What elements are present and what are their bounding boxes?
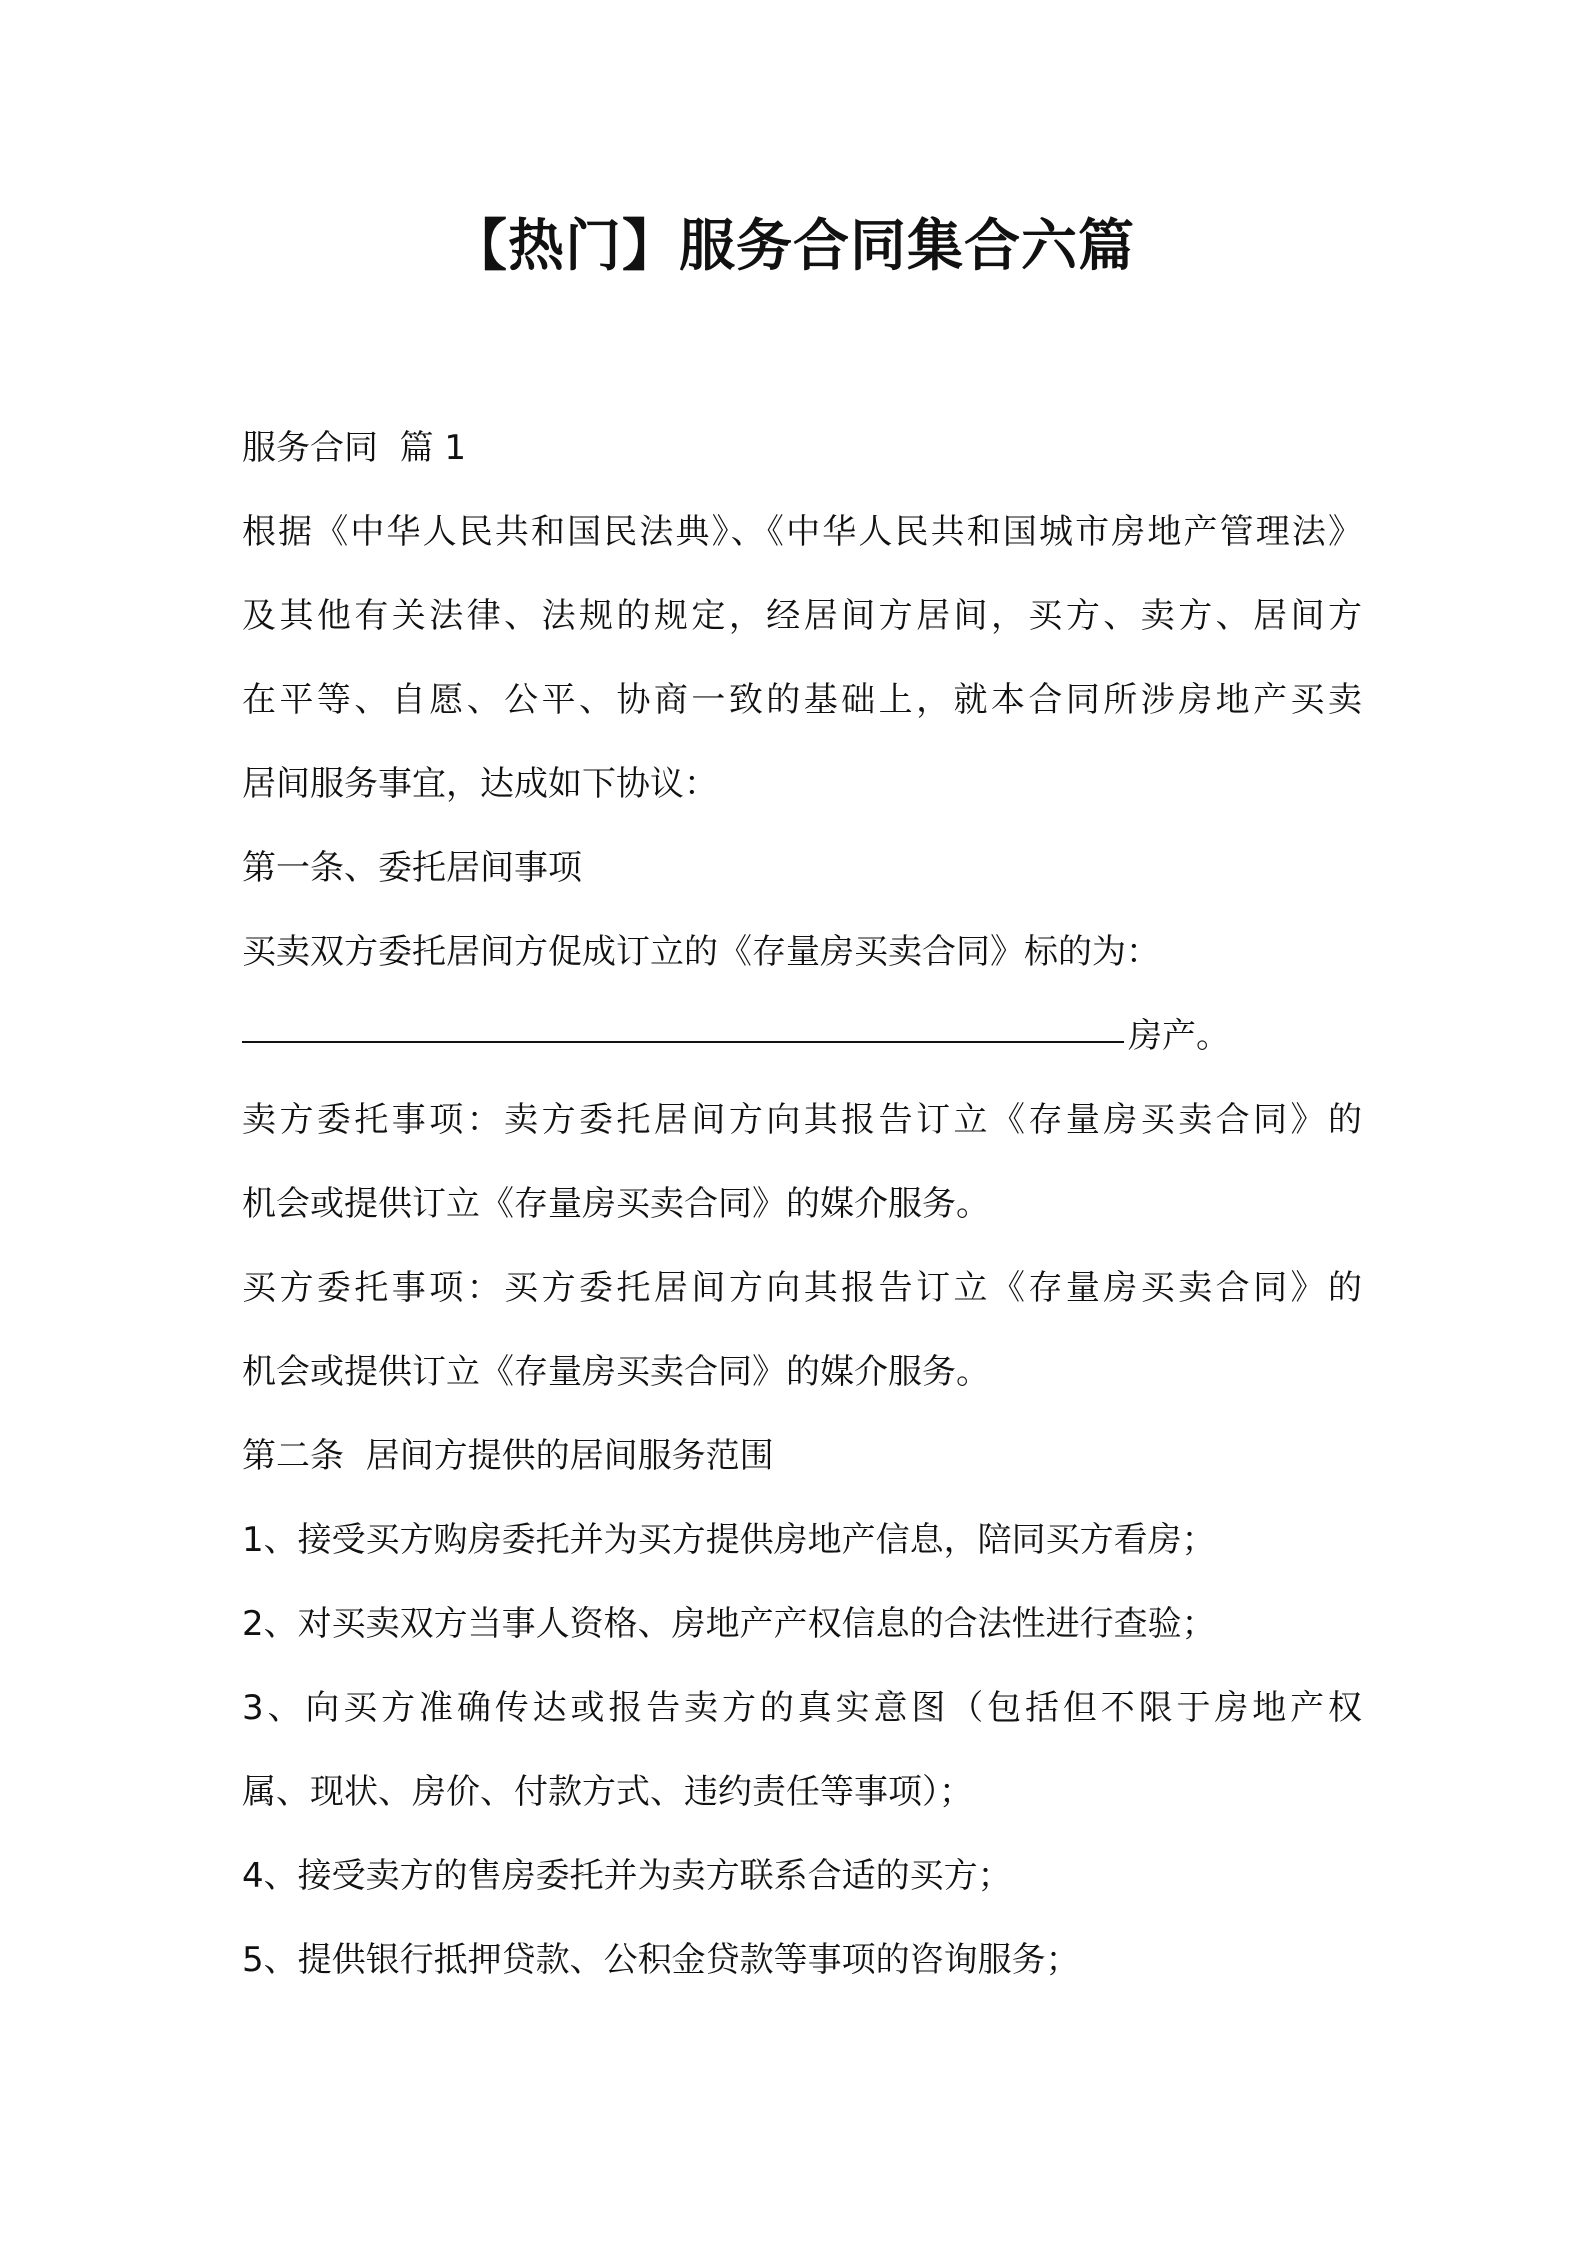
paragraph-line: 居间服务事宜，达成如下协议： xyxy=(242,764,718,804)
list-item: 3、向买方准确传达或报告卖方的真实意图（包括但不限于房地产权 xyxy=(242,1688,1362,1728)
section-heading: 服务合同 篇 1 xyxy=(242,428,467,468)
paragraph-line: 机会或提供订立《存量房买卖合同》的媒介服务。 xyxy=(242,1352,990,1392)
document-title: 【热门】服务合同集合六篇 xyxy=(451,214,1135,279)
paragraph-line: 机会或提供订立《存量房买卖合同》的媒介服务。 xyxy=(242,1184,990,1224)
paragraph-line: 买方委托事项：买方委托居间方向其报告订立《存量房买卖合同》的 xyxy=(242,1268,1362,1308)
paragraph-line: 根据《中华人民共和国民法典》、《中华人民共和国城市房地产管理法》 xyxy=(242,512,1362,552)
article-heading: 第一条、委托居间事项 xyxy=(242,848,582,888)
list-item: 2、对买卖双方当事人资格、房地产产权信息的合法性进行查验； xyxy=(242,1604,1216,1644)
list-item: 4、接受卖方的售房委托并为卖方联系合适的买方； xyxy=(242,1856,1012,1896)
fill-in-blank xyxy=(242,1001,1124,1043)
property-blank-line xyxy=(242,994,1362,1078)
paragraph-line: 及其他有关法律、法规的规定，经居间方居间，买方、卖方、居间方 xyxy=(242,596,1362,636)
list-item: 5、提供银行抵押贷款、公积金贷款等事项的咨询服务； xyxy=(242,1940,1080,1980)
document-body xyxy=(242,406,1362,2002)
paragraph-line: 卖方委托事项：卖方委托居间方向其报告订立《存量房买卖合同》的 xyxy=(242,1100,1362,1140)
list-item: 1、接受买方购房委托并为买方提供房地产信息，陪同买方看房； xyxy=(242,1520,1216,1560)
article-heading: 第二条 居间方提供的居间服务范围 xyxy=(242,1436,774,1476)
blank-suffix: 房产。 xyxy=(1128,1016,1230,1056)
paragraph-line: 买卖双方委托居间方促成订立的《存量房买卖合同》标的为： xyxy=(242,932,1160,972)
list-item-continuation: 属、现状、房价、付款方式、违约责任等事项）； xyxy=(242,1772,973,1812)
paragraph-line: 在平等、自愿、公平、协商一致的基础上，就本合同所涉房地产买卖 xyxy=(242,680,1362,720)
